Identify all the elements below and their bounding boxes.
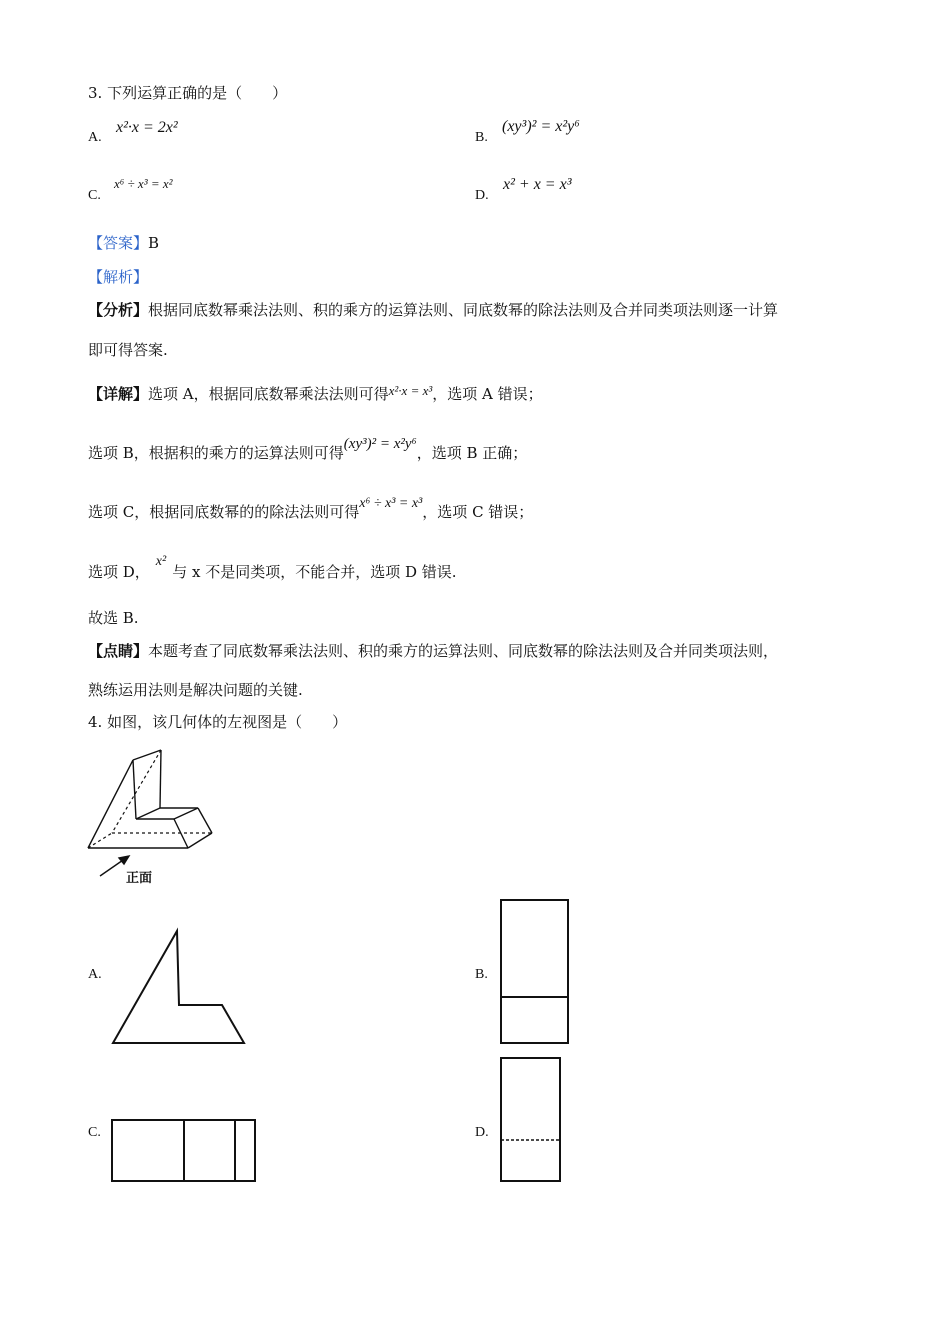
q4-option-b-figure bbox=[499, 898, 571, 1046]
q3-option-b-expr: (xy³)² = x²y⁶ bbox=[502, 118, 580, 135]
q4-option-d-figure bbox=[499, 1056, 563, 1184]
q4-option-b-label: B. bbox=[475, 967, 488, 982]
q4-stem: 4. 如图，该几何体的左视图是（ ） bbox=[88, 713, 348, 731]
q3-option-c-label: C. bbox=[88, 188, 101, 203]
dianjing-line2: 熟练运用法则是解决问题的关键. bbox=[88, 681, 303, 699]
detail-d-expr: x² bbox=[155, 554, 167, 569]
answer-line bbox=[88, 232, 159, 253]
q3-option-a-expr: x²·x = 2x² bbox=[116, 119, 178, 136]
q3-option-b-label: B. bbox=[475, 130, 488, 145]
q4-option-a-figure bbox=[110, 928, 250, 1048]
analysis-tag: 【解析】 bbox=[88, 268, 149, 286]
detail-b: 选项 B，根据积的乘方的运算法则可得(xy³)² = x²y⁶，选项 B 正确； bbox=[88, 436, 528, 462]
q3-option-c-expr: x⁶ ÷ x³ = x² bbox=[114, 176, 173, 191]
q3-stem: 3. 下列运算正确的是（ ） bbox=[88, 84, 288, 102]
figure-caption: 正面 bbox=[126, 871, 153, 886]
q4-option-c-label: C. bbox=[88, 1125, 101, 1140]
solid-figure bbox=[86, 748, 226, 888]
q3-option-d-label: D. bbox=[475, 188, 489, 203]
answer-value: B bbox=[148, 234, 160, 252]
answer-tag: 【答案】 bbox=[88, 234, 149, 252]
dianjing-tag: 【点睛】 bbox=[88, 642, 149, 660]
q4-option-a-label: A. bbox=[88, 967, 102, 982]
q4-option-d-label: D. bbox=[475, 1125, 489, 1140]
detail-a: 【详解】选项 A，根据同底数幂乘法法则可得x²·x = x³，选项 A 错误； bbox=[88, 383, 543, 403]
conclusion: 故选 B. bbox=[88, 609, 139, 627]
fenxi-tag: 【分析】 bbox=[88, 301, 149, 319]
xiangjie-tag: 【详解】 bbox=[88, 385, 149, 403]
detail-b-expr: (xy³)² = x²y⁶ bbox=[343, 436, 417, 452]
fenxi-line1: 【分析】根据同底数幂乘法法则、积的乘方的运算法则、同底数幂的除法法则及合并同类项法则逐一计算 bbox=[88, 301, 779, 319]
detail-d: 选项 D，x²与 x 不是同类项，不能合并，选项 D 错误. bbox=[88, 554, 457, 581]
dianjing-line1: 【点睛】本题考查了同底数幂乘法法则、积的乘方的运算法则、同底数幂的除法法则及合并同类项法则， bbox=[88, 642, 779, 660]
q3-option-d-expr: x² + x = x³ bbox=[503, 176, 572, 193]
q3-option-a-label: A. bbox=[88, 130, 102, 145]
detail-a-expr: x²·x = x³ bbox=[388, 383, 433, 398]
detail-c: 选项 C，根据同底数幂的的除法法则可得x⁶ ÷ x³ = x³，选项 C 错误； bbox=[88, 496, 534, 521]
fenxi-line2: 即可得答案. bbox=[88, 341, 168, 359]
detail-c-expr: x⁶ ÷ x³ = x³ bbox=[359, 496, 423, 511]
q4-option-c-figure bbox=[110, 1118, 258, 1184]
